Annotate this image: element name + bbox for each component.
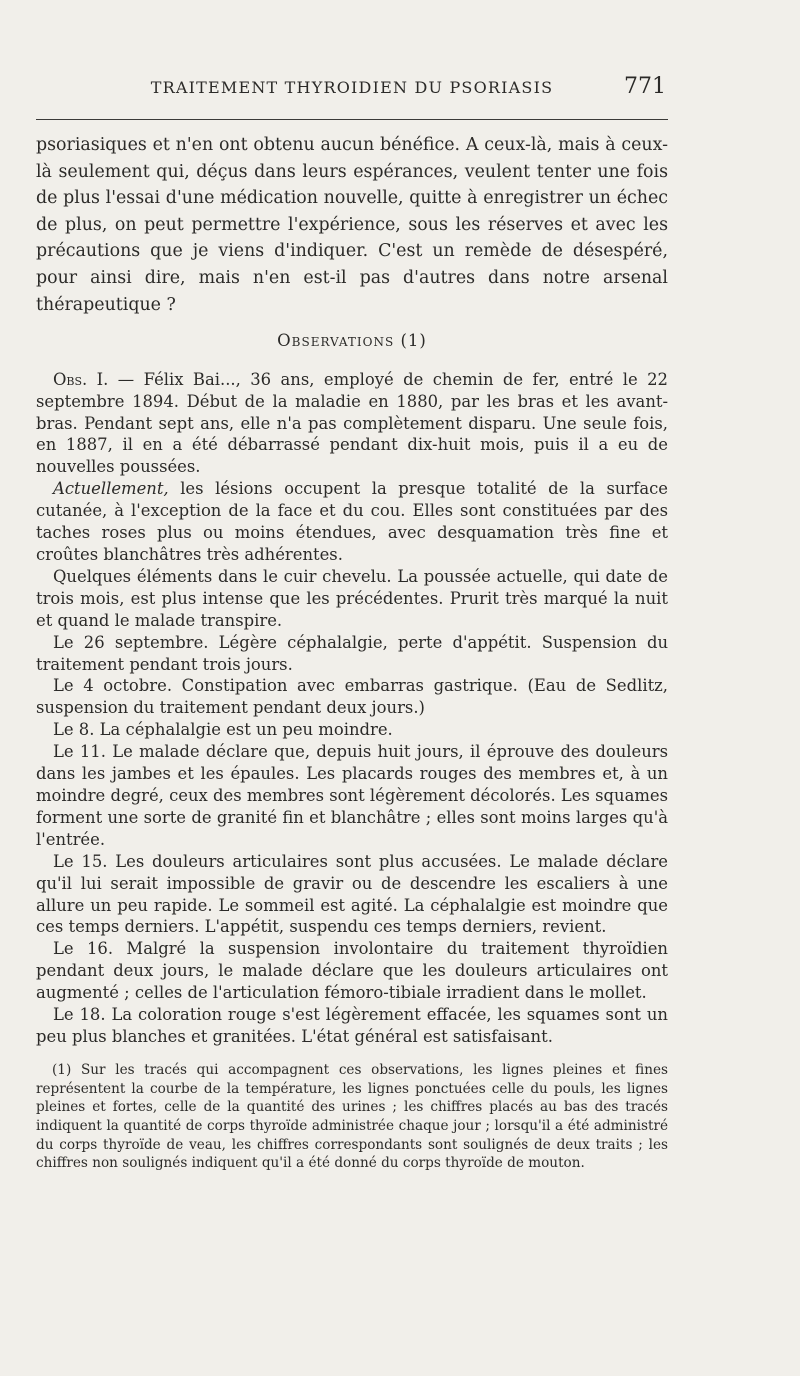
observation-paragraph: Quelques éléments dans le cuir chevelu. La poussée actuelle, qui date de trois mois, est plus intense que les précédentes. Prurit très marqué la nuit et quand le malade transpire. [36, 566, 668, 630]
observation-paragraph: Le 4 octobre. Constipation avec embarras gastrique. (Eau de Sedlitz, suspension du traitement pendant deux jours.) [36, 676, 668, 718]
section-heading [36, 328, 668, 355]
observation-paragraph: Le 16. Malgré la suspension involontaire du traitement thyroïdien pendant deux jours, le malade déclare que les douleurs articulaires ont augmenté ; celles de l'articulation fémoro-tibiale irradient dans le mollet. [36, 939, 668, 1003]
footnote [36, 1061, 668, 1173]
observation-paragraph [36, 478, 668, 566]
section-title: Observations [277, 331, 395, 351]
observation-text: — Félix Bai..., 36 ans, employé de chemin de fer, entré le 22 septembre 1894. Début de la maladie en 1880, par les bras et les avant-bras. Pendant sept ans, elle n'a pas complètement disparu. Une seule fois, en 1887, il en a été débarrassé pendant dix-huit mois, puis il a eu de nouvelles poussées. [36, 369, 668, 477]
header-rule [36, 119, 668, 120]
footnote-reference: (1) [400, 331, 427, 351]
observation-label: Obs. I. [53, 369, 109, 389]
page-header [36, 74, 668, 114]
observation-paragraph: Le 11. Le malade déclare que, depuis huit jours, il éprouve des douleurs dans les jambes et les épaules. Les placards rouges des membres et, à un moindre degré, ceux des membres sont légèrement décolorés. Les squames forment une sorte de granité fin et blanchâtre ; elles sont moins larges qu'à l'entrée. [36, 742, 668, 849]
observation-paragraph: Le 18. La coloration rouge s'est légèrement effacée, les squames sont un peu plus blanches et granitées. L'état général est satisfaisant. [36, 1005, 668, 1046]
page-number: 771 [624, 74, 666, 99]
observation-paragraph: Le 8. La céphalalgie est un peu moindre. [53, 720, 393, 740]
observation-text: les lésions occupent la presque totalité de la surface cutanée, à l'exception de la face et du cou. Elles sont constituées par des taches roses plus ou moins étendues, avec desquamation très fine et croûtes blanchâtres très adhérentes. [36, 479, 668, 564]
observation-paragraph: Le 15. Les douleurs articulaires sont plus accusées. Le malade déclare qu'il lui serait impossible de gravir ou de descendre les escaliers à une allure un peu rapide. Le sommeil est agité. La céphalalgie est moindre que ces temps derniers. L'appétit, suspendu ces temps derniers, revient. [36, 851, 668, 937]
running-title: TRAITEMENT THYROIDIEN DU PSORIASIS [150, 78, 554, 97]
observation-paragraph [36, 369, 668, 479]
main-text [36, 132, 668, 1173]
intro-paragraph: psoriasiques et n'en ont obtenu aucun bénéfice. A ceux-là, mais à ceux-là seulement qui, déçus dans leurs espérances, veulent tenter une fois de plus l'essai d'une médication nouvelle, quitte à enregistrer un échec de plus, on peut permettre l'expérience, sous les réserves et avec les précautions que je viens d'indiquer. C'est un remède de désespéré, pour ainsi dire, mais n'en est-il pas d'autres dans notre arsenal thérapeutique ? [36, 135, 668, 315]
observation-block [36, 369, 668, 1048]
observation-paragraph: Le 26 septembre. Légère céphalalgie, perte d'appétit. Suspension du traitement pendant trois jours. [36, 632, 668, 674]
footnote-text: (1) Sur les tracés qui accompagnent ces observations, les lignes pleines et fines représentent la courbe de la température, les lignes ponctuées celle du pouls, les lignes pleines et fortes, celle de la quantité des urines ; les chiffres placés au bas des tracés indiquent la quantité de corps thyroïde administrée chaque jour ; lorsqu'il a été administré du corps thyroïde de veau, les chiffres correspondants sont soulignés de deux traits ; les chiffres non soulignés indiquent qu'il a été donné du corps thyroïde de mouton. [36, 1061, 668, 1172]
italic-lead: Actuellement, [53, 479, 169, 499]
